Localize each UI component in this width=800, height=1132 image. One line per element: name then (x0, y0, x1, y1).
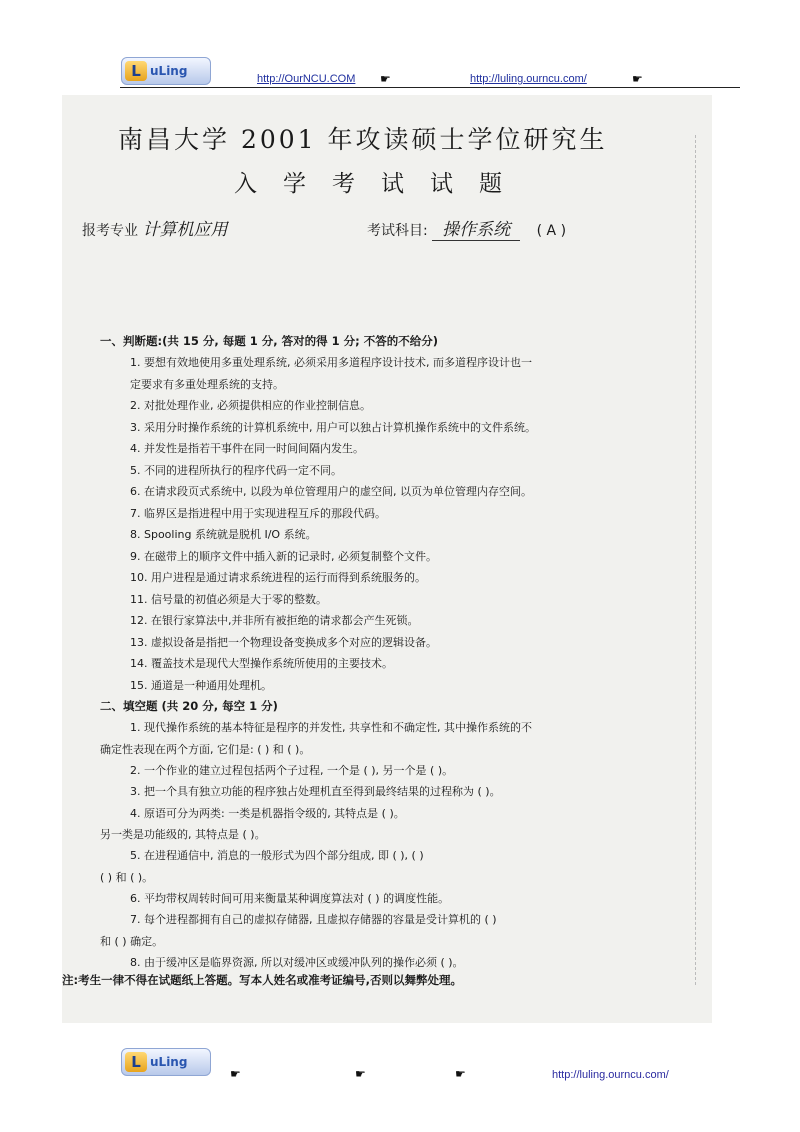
subject-value: 操作系统 (432, 220, 520, 241)
question-item: 1. 现代操作系统的基本特征是程序的并发性, 共享性和不确定性, 其中操作系统的不 (130, 721, 532, 734)
question-item: 4. 并发性是指若干事件在同一时间间隔内发生。 (130, 442, 364, 455)
question-item: 6. 在请求段页式系统中, 以段为单位管理用户的虚空间, 以页为单位管理内存空间。 (130, 485, 532, 498)
question-item: 和 ( ) 确定。 (100, 934, 164, 948)
question-item: 5. 在进程通信中, 消息的一般形式为四个部分组成, 即 ( ), ( ) (130, 849, 424, 862)
scan-fold-line (694, 135, 696, 985)
question-item: 13. 虚拟设备是指把一个物理设备变换成多个对应的逻辑设备。 (130, 635, 437, 649)
logo-letter: L (125, 1052, 147, 1072)
question-item: 2. 对批处理作业, 必须提供相应的作业控制信息。 (130, 399, 371, 412)
question-item: 15. 通道是一种通用处理机。 (130, 678, 272, 692)
question-item: 定要求有多重处理系统的支持。 (130, 377, 284, 391)
question-item: 5. 不同的进程所执行的程序代码一定不同。 (130, 463, 342, 477)
footer-luling-link[interactable]: http://luling.ourncu.com/ (552, 1069, 669, 1081)
question-item: ( ) 和 ( )。 (100, 870, 154, 884)
ourncu-link[interactable]: http://OurNCU.COM (257, 73, 356, 85)
logo-text: uLing (150, 1055, 188, 1069)
question-item: 8. 由于缓冲区是临界资源, 所以对缓冲区或缓冲队列的操作必须 ( )。 (130, 955, 464, 969)
section-1-heading: 一、判断题:(共 15 分, 每题 1 分, 答对的得 1 分; 不答的不给分) (100, 334, 438, 348)
exam-subtitle: 入学考试试题 (234, 171, 528, 197)
luling-link[interactable]: http://luling.ourncu.com/ (470, 73, 587, 85)
question-item: 9. 在磁带上的顺序文件中插入新的记录时, 必须复制整个文件。 (130, 549, 437, 563)
header-rule (120, 87, 740, 88)
section-2-heading: 二、填空题 (共 20 分, 每空 1 分) (100, 699, 278, 713)
paper-code: ( A ) (536, 223, 567, 239)
question-item: 11. 信号量的初值必须是大于零的整数。 (130, 592, 327, 606)
logo-text: uLing (150, 64, 188, 78)
pointer-icon: ☛ (632, 72, 643, 86)
subject-label: 考试科目: (367, 223, 428, 239)
question-item: 3. 采用分时操作系统的计算机系统中, 用户可以独占计算机操作系统中的文件系统。 (130, 420, 536, 434)
question-item: 12. 在银行家算法中,并非所有被拒绝的请求都会产生死锁。 (130, 614, 419, 627)
question-item: 1. 要想有效地使用多重处理系统, 必须采用多道程序设计技术, 而多道程序设计也一 (130, 356, 532, 369)
pointer-icon: ☛ (455, 1067, 466, 1081)
question-item: 另一类是功能级的, 其特点是 ( )。 (100, 828, 266, 841)
major-label: 报考专业 (82, 223, 138, 239)
pointer-icon: ☛ (380, 72, 391, 86)
subject-line (367, 215, 566, 240)
exam-note: 注:考生一律不得在试题纸上答题。写本人姓名或准考证编号,否则以舞弊处理。 (62, 973, 462, 987)
pointer-icon: ☛ (230, 1067, 241, 1081)
question-item: 3. 把一个具有独立功能的程序独占处理机直至得到最终结果的过程称为 ( )。 (130, 785, 501, 798)
question-item: 7. 每个进程都拥有自己的虚拟存储器, 且虚拟存储器的容量是受计算机的 ( ) (130, 913, 497, 926)
question-item: 2. 一个作业的建立过程包括两个子过程, 一个是 ( ), 另一个是 ( )。 (130, 763, 454, 777)
question-item: 确定性表现在两个方面, 它们是: ( ) 和 ( )。 (100, 742, 311, 756)
question-item: 14. 覆盖技术是现代大型操作系统所使用的主要技术。 (130, 657, 393, 670)
question-item: 10. 用户进程是通过请求系统进程的运行而得到系统服务的。 (130, 571, 426, 584)
logo-letter: L (125, 61, 147, 81)
exam-title: 南昌大学 2001 年攻读硕士学位研究生 (118, 125, 608, 154)
major-line (82, 215, 227, 240)
question-item: 8. Spooling 系统就是脱机 I/O 系统。 (130, 528, 317, 541)
luling-logo (121, 1048, 211, 1076)
major-value: 计算机应用 (142, 220, 228, 240)
question-item: 6. 平均带权周转时间可用来衡量某种调度算法对 ( ) 的调度性能。 (130, 891, 450, 905)
luling-logo (121, 57, 211, 85)
question-item: 4. 原语可分为两类: 一类是机器指令级的, 其特点是 ( )。 (130, 806, 405, 820)
exam-content (100, 331, 700, 973)
pointer-icon: ☛ (355, 1067, 366, 1081)
question-item: 7. 临界区是指进程中用于实现进程互斥的那段代码。 (130, 506, 386, 520)
exam-paper (62, 95, 712, 1023)
